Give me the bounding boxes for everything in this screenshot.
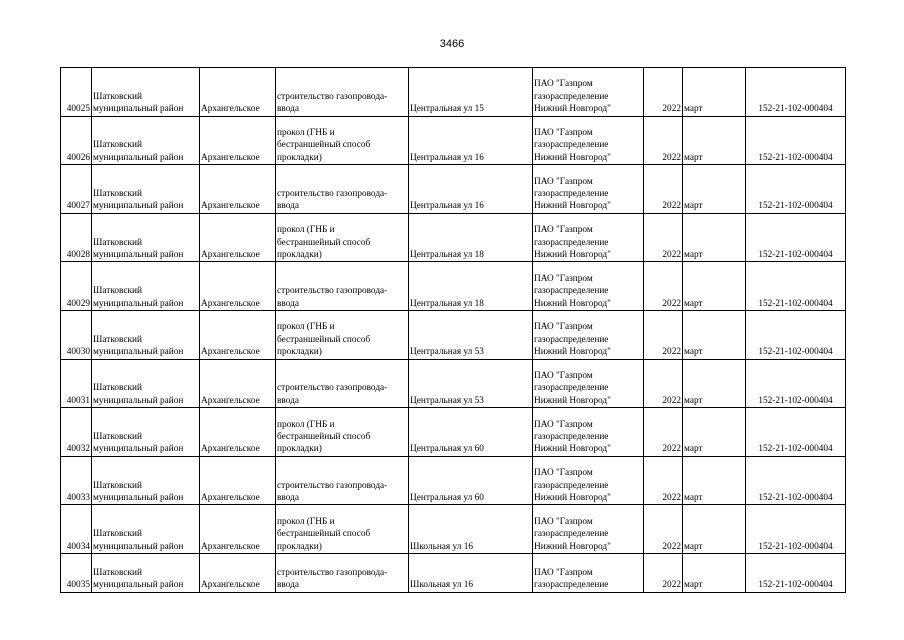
district-cell-line: муниципальный район	[93, 249, 184, 260]
row-number-cell: 40029	[61, 262, 92, 311]
organization-cell	[533, 359, 644, 408]
work-type-cell-line: бестраншейный способ	[277, 140, 371, 151]
year-cell: 2022	[644, 68, 683, 117]
street-cell: Центральная ул 18	[409, 262, 533, 311]
row-number-cell: 40031	[61, 359, 92, 408]
code-cell: 152-21-102-000404	[746, 213, 846, 262]
organization-cell-line: газораспределение	[534, 383, 609, 394]
work-type-cell-line: строительство газопровода-	[277, 480, 388, 491]
gas-works-table	[60, 67, 846, 593]
district-cell-line: муниципальный район	[93, 152, 184, 163]
street-cell: Центральная ул 60	[409, 408, 533, 457]
district-cell-line: Шатковский	[93, 431, 142, 442]
district-cell	[92, 505, 200, 554]
district-cell	[92, 359, 200, 408]
organization-cell-line: газораспределение	[534, 237, 609, 248]
work-type-cell	[276, 408, 409, 457]
work-type-cell-line: ввода	[277, 298, 299, 309]
table-row	[61, 165, 846, 214]
district-cell-line: муниципальный район	[93, 347, 184, 358]
district-cell-line: Шатковский	[93, 188, 142, 199]
organization-cell-line: газораспределение	[534, 580, 609, 591]
work-type-cell-line: ввода	[277, 104, 299, 115]
district-cell-line: муниципальный район	[93, 580, 184, 591]
settlement-cell: Архангельское	[200, 68, 276, 117]
settlement-cell: Архангельское	[200, 408, 276, 457]
work-type-cell-line: строительство газопровода-	[277, 188, 388, 199]
work-type-cell	[276, 456, 409, 505]
organization-cell-line: Нижний Новгород"	[534, 492, 611, 503]
row-number-cell: 40033	[61, 456, 92, 505]
month-cell: март	[683, 408, 746, 457]
work-type-cell-line: строительство газопровода-	[277, 286, 388, 297]
code-cell: 152-21-102-000404	[746, 310, 846, 359]
code-cell: 152-21-102-000404	[746, 359, 846, 408]
table-row	[61, 68, 846, 117]
table-row	[61, 505, 846, 554]
year-cell: 2022	[644, 408, 683, 457]
street-cell: Центральная ул 16	[409, 165, 533, 214]
organization-cell	[533, 553, 644, 592]
work-type-cell-line: бестраншейный способ	[277, 529, 371, 540]
row-number-cell: 40032	[61, 408, 92, 457]
organization-cell	[533, 68, 644, 117]
table-row	[61, 262, 846, 311]
district-cell	[92, 456, 200, 505]
code-cell: 152-21-102-000404	[746, 553, 846, 592]
district-cell-line: Шатковский	[93, 334, 142, 345]
organization-cell	[533, 310, 644, 359]
organization-cell-line: ПАО "Газпром	[534, 127, 593, 138]
table-body	[61, 68, 846, 593]
district-cell-line: муниципальный район	[93, 298, 184, 309]
row-number-cell: 40030	[61, 310, 92, 359]
year-cell: 2022	[644, 310, 683, 359]
organization-cell-line: ПАО "Газпром	[534, 516, 593, 527]
work-type-cell-line: строительство газопровода-	[277, 91, 388, 102]
row-number-cell: 40034	[61, 505, 92, 554]
organization-cell-line: газораспределение	[534, 91, 609, 102]
month-cell: март	[683, 213, 746, 262]
work-type-cell-line: ввода	[277, 201, 299, 212]
organization-cell-line: Нижний Новгород"	[534, 347, 611, 358]
year-cell: 2022	[644, 505, 683, 554]
organization-cell-line: Нижний Новгород"	[534, 541, 611, 552]
year-cell: 2022	[644, 359, 683, 408]
page-number: 3466	[439, 38, 465, 50]
district-cell	[92, 68, 200, 117]
organization-cell	[533, 505, 644, 554]
organization-cell-line: газораспределение	[534, 286, 609, 297]
district-cell	[92, 262, 200, 311]
district-cell-line: Шатковский	[93, 140, 142, 151]
work-type-cell-line: строительство газопровода-	[277, 567, 388, 578]
district-cell-line: Шатковский	[93, 480, 142, 491]
district-cell-line: муниципальный район	[93, 444, 184, 455]
street-cell: Центральная ул 16	[409, 116, 533, 165]
row-number-cell: 40026	[61, 116, 92, 165]
work-type-cell-line: прокладки)	[277, 444, 322, 455]
organization-cell	[533, 456, 644, 505]
district-cell	[92, 116, 200, 165]
year-cell: 2022	[644, 165, 683, 214]
code-cell: 152-21-102-000404	[746, 165, 846, 214]
street-cell: Центральная ул 15	[409, 68, 533, 117]
organization-cell-line: газораспределение	[534, 334, 609, 345]
settlement-cell: Архангельское	[200, 213, 276, 262]
month-cell: март	[683, 359, 746, 408]
organization-cell-line: Нижний Новгород"	[534, 249, 611, 260]
work-type-cell	[276, 359, 409, 408]
district-cell-line: Шатковский	[93, 286, 142, 297]
settlement-cell: Архангельское	[200, 310, 276, 359]
district-cell-line: муниципальный район	[93, 541, 184, 552]
work-type-cell-line: ввода	[277, 395, 299, 406]
month-cell: март	[683, 262, 746, 311]
organization-cell	[533, 213, 644, 262]
work-type-cell-line: прокол (ГНБ и	[277, 516, 335, 527]
street-cell: Центральная ул 60	[409, 456, 533, 505]
street-cell: Центральная ул 53	[409, 359, 533, 408]
organization-cell-line: ПАО "Газпром	[534, 79, 593, 90]
street-cell: Центральная ул 53	[409, 310, 533, 359]
work-type-cell	[276, 262, 409, 311]
organization-cell-line: Нижний Новгород"	[534, 104, 611, 115]
code-cell: 152-21-102-000404	[746, 116, 846, 165]
code-cell: 152-21-102-000404	[746, 262, 846, 311]
organization-cell-line: Нижний Новгород"	[534, 298, 611, 309]
month-cell: март	[683, 68, 746, 117]
organization-cell-line: Нижний Новгород"	[534, 152, 611, 163]
district-cell-line: муниципальный район	[93, 395, 184, 406]
work-type-cell	[276, 553, 409, 592]
district-cell	[92, 408, 200, 457]
district-cell-line: муниципальный район	[93, 201, 184, 212]
settlement-cell: Архангельское	[200, 505, 276, 554]
organization-cell-line: газораспределение	[534, 480, 609, 491]
month-cell: март	[683, 310, 746, 359]
organization-cell-line: Нижний Новгород"	[534, 201, 611, 212]
table-row	[61, 408, 846, 457]
work-type-cell-line: прокол (ГНБ и	[277, 225, 335, 236]
work-type-cell	[276, 68, 409, 117]
work-type-cell	[276, 213, 409, 262]
code-cell: 152-21-102-000404	[746, 68, 846, 117]
street-cell: Школьная ул 16	[409, 505, 533, 554]
organization-cell-line: ПАО "Газпром	[534, 567, 593, 578]
organization-cell-line: ПАО "Газпром	[534, 370, 593, 381]
district-cell-line: муниципальный район	[93, 104, 184, 115]
organization-cell-line: ПАО "Газпром	[534, 176, 593, 187]
organization-cell-line: газораспределение	[534, 431, 609, 442]
table-row	[61, 213, 846, 262]
organization-cell-line: ПАО "Газпром	[534, 273, 593, 284]
district-cell-line: Шатковский	[93, 529, 142, 540]
organization-cell-line: ПАО "Газпром	[534, 225, 593, 236]
district-cell-line: Шатковский	[93, 567, 142, 578]
year-cell: 2022	[644, 456, 683, 505]
work-type-cell-line: прокладки)	[277, 249, 322, 260]
organization-cell	[533, 165, 644, 214]
district-cell-line: муниципальный район	[93, 492, 184, 503]
settlement-cell: Архангельское	[200, 116, 276, 165]
code-cell: 152-21-102-000404	[746, 505, 846, 554]
work-type-cell-line: прокол (ГНБ и	[277, 127, 335, 138]
work-type-cell-line: прокладки)	[277, 152, 322, 163]
work-type-cell-line: прокладки)	[277, 541, 322, 552]
street-cell: Центральная ул 18	[409, 213, 533, 262]
work-type-cell-line: строительство газопровода-	[277, 383, 388, 394]
work-type-cell-line: бестраншейный способ	[277, 237, 371, 248]
month-cell: март	[683, 456, 746, 505]
settlement-cell: Архангельское	[200, 165, 276, 214]
work-type-cell-line: прокол (ГНБ и	[277, 322, 335, 333]
organization-cell-line: газораспределение	[534, 529, 609, 540]
organization-cell	[533, 116, 644, 165]
settlement-cell: Архангельское	[200, 553, 276, 592]
work-type-cell	[276, 505, 409, 554]
work-type-cell-line: ввода	[277, 492, 299, 503]
organization-cell-line: газораспределение	[534, 140, 609, 151]
code-cell: 152-21-102-000404	[746, 408, 846, 457]
row-number-cell: 40035	[61, 553, 92, 592]
organization-cell	[533, 262, 644, 311]
work-type-cell-line: бестраншейный способ	[277, 334, 371, 345]
year-cell: 2022	[644, 553, 683, 592]
table-row	[61, 310, 846, 359]
row-number-cell: 40025	[61, 68, 92, 117]
organization-cell-line: ПАО "Газпром	[534, 419, 593, 430]
organization-cell	[533, 408, 644, 457]
month-cell: март	[683, 165, 746, 214]
district-cell-line: Шатковский	[93, 237, 142, 248]
street-cell: Школьная ул 16	[409, 553, 533, 592]
row-number-cell: 40027	[61, 165, 92, 214]
work-type-cell-line: ввода	[277, 580, 299, 591]
work-type-cell-line: бестраншейный способ	[277, 431, 371, 442]
table-row	[61, 456, 846, 505]
year-cell: 2022	[644, 116, 683, 165]
settlement-cell: Архангельское	[200, 359, 276, 408]
row-number-cell: 40028	[61, 213, 92, 262]
work-type-cell	[276, 165, 409, 214]
table-row	[61, 553, 846, 592]
work-type-cell	[276, 310, 409, 359]
work-type-cell-line: прокладки)	[277, 347, 322, 358]
district-cell	[92, 553, 200, 592]
district-cell	[92, 310, 200, 359]
district-cell	[92, 165, 200, 214]
settlement-cell: Архангельское	[200, 262, 276, 311]
settlement-cell: Архангельское	[200, 456, 276, 505]
year-cell: 2022	[644, 262, 683, 311]
table-row	[61, 359, 846, 408]
district-cell-line: Шатковский	[93, 383, 142, 394]
table-row	[61, 116, 846, 165]
year-cell: 2022	[644, 213, 683, 262]
organization-cell-line: ПАО "Газпром	[534, 322, 593, 333]
month-cell: март	[683, 553, 746, 592]
organization-cell-line: газораспределение	[534, 188, 609, 199]
district-cell	[92, 213, 200, 262]
organization-cell-line: Нижний Новгород"	[534, 395, 611, 406]
work-type-cell	[276, 116, 409, 165]
code-cell: 152-21-102-000404	[746, 456, 846, 505]
district-cell-line: Шатковский	[93, 91, 142, 102]
month-cell: март	[683, 505, 746, 554]
work-type-cell-line: прокол (ГНБ и	[277, 419, 335, 430]
month-cell: март	[683, 116, 746, 165]
organization-cell-line: Нижний Новгород"	[534, 444, 611, 455]
organization-cell-line: ПАО "Газпром	[534, 468, 593, 479]
